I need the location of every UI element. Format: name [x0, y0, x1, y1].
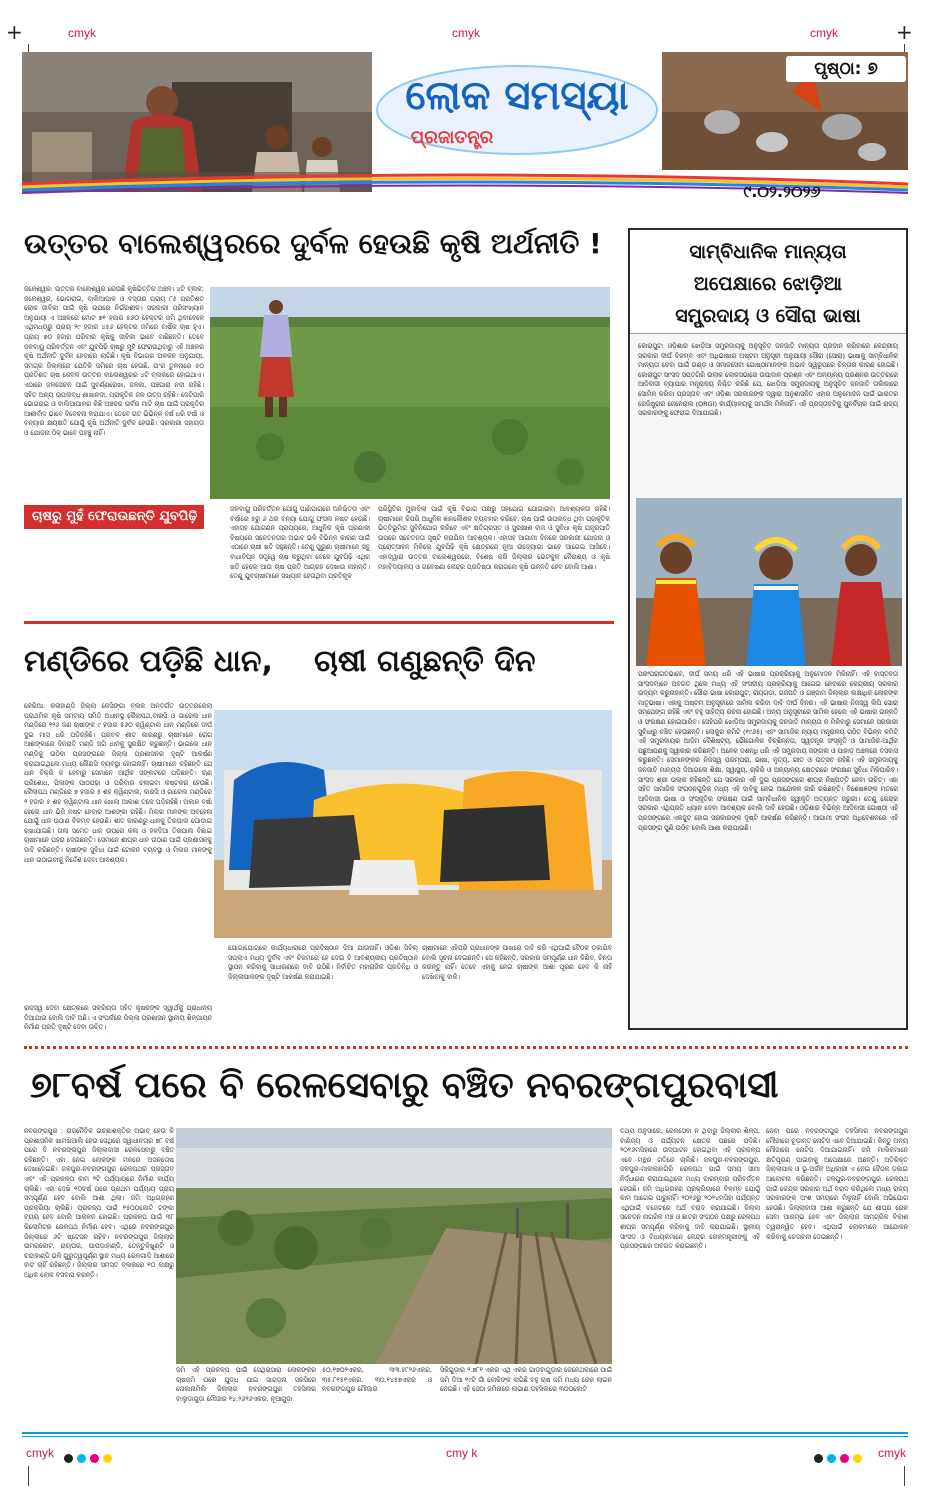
story1-subhead: ଚାଷରୁ ମୁହଁ ଫେରାଉଛନ୍ତି ଯୁବପିଢ଼ି — [32, 509, 198, 524]
story3-photo-railway-track — [176, 1128, 612, 1364]
issue-date: ୯.୦୨.୨୦୨୬ — [743, 182, 821, 201]
sidebar-text-bottom: ପରଂପରାଗତଭାବେ, ଦୀର୍ଘ ସମୟ ଧରି ଏହି ଭାଷାର ପ୍ରକ୍ରିୟାକୁ ଅନୁମୋଦନ ମିଳିନାହିଁ। ଏହି ବାସ୍ତବତା ସାଂସଦମାନେ ଅବଗତ ଥିଲେ ମଧ୍ୟ ଏହି ସଂସଦୀୟ ପ୍ରକ୍ରିୟାକୁ ଆଗେଇ ନେବାରେ କେନ୍ଦ୍ରୀୟ ସରକାର ଉଦ୍ୟମ କରୁନାହାନ୍ତି। ସୌରା ଭାଷା କୋରାପୁଟ, ରାୟଗଡ଼ା, ଗଜପତି ଓ ଗଞ୍ଜାମ ଜିଲ୍ଲାର ଲକ୍ଷାଧିକ ଲୋକଙ୍କ ମାତୃଭାଷା। ଏହାକୁ ଅଷ୍ଟମ ଅନୁସୂଚୀରେ ସାମିଲ କରିବା ଦାବି ଦୀର୍ଘ ଦିନର। ଏହି ଭାଷାର ନିଜସ୍ୱ ଲିପି ସୋରା ସମ୍ପେଙ୍ଗ ରହିଛି ଏବଂ ବହୁ ସାହିତ୍ୟ ରଚନା ହୋଇଛି। ଅନ୍ୟ ଅନୁସୂଚୀରେ ସାମିଲ ହେଲେ ଏହି ଭାଷାର ଉନ୍ନତି ଓ ସଂରକ୍ଷଣ ହୋଇପାରିବ। ସେହିପରି ଝୋଡ଼ିଆ ସମ୍ପ୍ରଦାୟକୁ ଜନଜାତି ମାନ୍ୟତା ନ ମିଳିବାରୁ ସେମାନେ ସରକାରୀ ସୁବିଧାରୁ ବଞ୍ଚିତ ହେଉଛନ୍ତି। ଲୋକୁର କମିଟି (୧୯୬୫) ଏବଂ ସାମାଜିକ ନ୍ୟାୟ ମନ୍ତ୍ରାଳୟ ଗଠିତ ବିଭିନ୍ନ କମିଟି ଏହି ସମ୍ପ୍ରଦାୟର ଆଦିମ ବୈଶିଷ୍ଟ୍ୟ, ଭୌଗୋଳିକ ବିଚ୍ଛିନ୍ନତା, ସ୍ୱତନ୍ତ୍ର ସଂସ୍କୃତି ଓ ସାମାଜିକ-ଆର୍ଥିକ ପଛୁଆପଣକୁ ସ୍ୱୀକାର କରିଛନ୍ତି। ଅନେକ ଦଶନ୍ଧି ଧରି ଏହି ସମ୍ପ୍ରଦାୟ ଜଙ୍ଗଲ ଓ ପାହାଡ଼ ଅଞ୍ଚଳରେ ବସବାସ କରୁଛନ୍ତି। ସେମାନଙ୍କର ନିଜସ୍ୱ ପରମ୍ପରା, ଭାଷା, ନୃତ୍ୟ, ଗୀତ ଓ ଉତ୍ସବ ରହିଛି। ଏହି ସମ୍ପ୍ରଦାୟକୁ ଜନଜାତି ମାନ୍ୟତା ଦିଆଗଲେ ଶିକ୍ଷା, ସ୍ୱାସ୍ଥ୍ୟ, ଚାକିରି ଓ ଅନ୍ୟାନ୍ୟ କ୍ଷେତ୍ରରେ ସଂରକ୍ଷଣ ସୁବିଧା ମିଳିପାରିବ। ସାଂସଦ ଶ୍ରୀ ଉଲାକ କହିଛନ୍ତି ଯେ ସରକାର ଏହି ଦୁଇ ପ୍ରସଙ୍ଗରେ ଶୀଘ୍ର ନିଷ୍ପତ୍ତି ନେବା ଉଚିତ୍। ଏହା ସହିତ ସାମାଜିକ ସଂଗଠନଗୁଡ଼ିକ ମଧ୍ୟ ଏହି ଦାବିକୁ ନେଇ ଆନ୍ଦୋଳନ ଜାରି ରଖିଛନ୍ତି। ବିଶେଷଜ୍ଞଙ୍କ ମତରେ ଆଦିବାସୀ ଭାଷା ଓ ସଂସ୍କୃତିର ସଂରକ୍ଷଣ ପାଇଁ ସାମ୍ବିଧାନିକ ସ୍ୱୀକୃତି ଅତ୍ୟନ୍ତ ଜରୁରୀ। ତେଣୁ କେନ୍ଦ୍ର ସରକାର ଏଥିପ୍ରତି ଧ୍ୟାନ ଦେବା ଆବଶ୍ୟକ ବୋଲି ଦାବି ହେଉଛି। ଓଡ଼ିଶାର ବିଭିନ୍ନ ଆଦିବାସୀ ଗୋଷ୍ଠୀ ଏହି ପ୍ରସଙ୍ଗରେ ଏକଜୁଟ ହୋଇ ସରକାରଙ୍କ ଦୃଷ୍ଟି ଆକର୍ଷଣ କରିଛନ୍ତି। ଆଗାମୀ ସଂସଦ ଅଧିବେଶନରେ ଏହି ପ୍ରସଙ୍ଗ ପୁଣି ଉଠିବ ବୋଲି ଆଶା କରାଯାଉଛି। — [638, 670, 898, 832]
story2-footer-col-2: ଯୋଗାଯୋଗରେ କାର୍ଯ୍ୟଧାରାରେ ପ୍ରତିଷ୍ଠାନ ଦିଆ ଯାଉନାହିଁ। ଓଡ଼ିଶା ସିବିଲ୍ ସପ୍ଲାଏ ମଧ୍ୟ ଦୁର୍ବଳ ଏବଂ ଚିଳମରେ ହେ ଦେଇ ବି ଆବଶ୍ୟକୀୟ ପ୍ରତିଷ୍ଠାନ ସ୍ଥାପନ କରିବାକୁ ସାଧାରଣରେ ଦାବି ଉଠିଛି। ନିର୍ବାଚିତ ମହାରାଜିକ ପ୍ରତିନିଧି ଓ ଜିଲ୍ଲାପାଳଙ୍କ ଦୃଷ୍ଟି ଆକର୍ଷଣ କରାଯାଇଛି। — [228, 944, 418, 981]
bottom-rule — [22, 1432, 908, 1434]
sidebar-text-top: କୋରାପୁଟ: ଓଡ଼ିଶାର ଝୋଡ଼ିଆ ସମ୍ପ୍ରଦାୟକୁ ଅନୁସୂଚିତ ଜନଜାତି ମାନ୍ୟତା ପ୍ରଦାନ କରିବାରେ କେନ୍ଦ୍ରୀୟ ସରକାର ଦୀର୍ଘ ବିଳମ୍ବ ଏବଂ ଅଧିଭାଷାର ଅଷ୍ଟମ ଅନୁସୂଚୀ ଅନୁଯାୟୀ ସୌରା (ସୋରା) ଭାଷାକୁ ସାମ୍ବିଧାନିକ ମାନ୍ୟତା ଦେବା ପାଇଁ ଗଣ୍ଡ ଓ ସମାଜସେବୀ ଗୋଷ୍ଠୀମାନଙ୍କ ଅଭାବ ସ୍ୱରୂପରେ ଚିନ୍ତାର କାରଣ ହୋଇଛି। କୋରାପୁଟ ସାଂସଦ ସପ୍ତଗିରି ଉଲାକ ଲୋକସଭାରେ ଉପାଦାନ ପ୍ରଶ୍ନ ଏବଂ ଅନ୍ୟାନ୍ୟ ପ୍ରଶ୍ନର ଉତ୍ତରରେ ଆଦିବାସୀ ବ୍ୟାପାର ମନ୍ତ୍ରାଳୟ ନିଶ୍ଚିତ କରିଛି ଯେ, ଝୋଡ଼ିଆ ସମ୍ପ୍ରଦାୟକୁ ଅନୁସୂଚିତ ଜନଜାତି ତାଲିକାରେ ସୋମିଳ କରିବା ପ୍ରସ୍ତାବ ଏବଂ ଓଡ଼ିଶା ସରକାରଙ୍କ ଦ୍ୱାରା ଅନୁଶାସନିତ ଏହାର ଅନୁମୋଦନ ପାଇଁ ଭାରତର ରେଜିଷ୍ଟ୍ରାର ଜେନେରାଲ (ORGI) କାର୍ଯ୍ୟାଳୟକୁ ସମର୍ଥନ ମିଳିନାହିଁ। ଏହି ପ୍ରସ୍ତାବଟିକୁ ପୁନର୍ବିଚାର ପାଇଁ ରାଜ୍ୟ ସରକାରଙ୍କୁ ଫେରାଇ ଦିଆଯାଇଛି। — [638, 342, 898, 418]
story1-column-2: ଜଳବାୟୁ ପରିବର୍ତ୍ତନ ଯୋଗୁ ପାଣିପାଗରେ ଅନିଶ୍ଚିତତା ଏବଂ ବର୍ଷାରେ ୫ରୁ ୬ ଥର ବନ୍ୟା ଯୋଗୁ ଫସଲ ନଷ୍ଟ ହେଉଛି। ଏହାସହ ଯୋଗଣନ ପ୍ରାପ୍ୟରେ, ଆଧୁନିକ କୃଷି ପ୍ରଣାଳୀ ବିଷୟରେ ସଚେତନତାର ଅଭାବ ଭଳି ବିଭିନ୍ନ କାରଣ ପାଇଁ ଏଠାରେ ଚାଷୀ ଖତି ସହୁଛନ୍ତି। ତେଣୁ ପୁରୁଣା ଚାଷୀମାନେ ସବୁ ବାଧାବିଘ୍ନ ସତ୍ତ୍ୱେ ଚାଷ କରୁଥିବା ବେଳେ ଯୁବପିଢ଼ି ଏଥିର ଖତି ହେଲେ ଆଉ ଚାଷ ପ୍ରତି ଆଗ୍ରହ ଦେଖାଉ ନାହାନ୍ତି। ତେଣୁ ଯୁବଚାଷୀମାନେ ସଖ୍ୟାନ ହେଉଥିବା ପ୍ରତିକୂଳ — [230, 505, 370, 581]
story3-headline: ୭୮ବର୍ଷ ପରେ ବି ରେଳସେବାରୁ ବଞ୍ଚିତ ନବରଙ୍ଗପୁରବାସୀ — [30, 1065, 779, 1106]
section-rule-dotted — [24, 1046, 908, 1049]
cmyk-label: cmy k — [446, 1446, 478, 1460]
story3-column-1: ନବରଙ୍ଗପୁର : ରାଜନୈତିକ ଇଚ୍ଛାଶକ୍ତିର ଅଭାବ ହେଉ କି ପ୍ରଶାସନିକ ଖାମଖିଆଲି ହେଉ ସେଥିରେ ସ୍ୱାଧୀନତାର ୭୮ ବର୍ଷ ପରେ ବି ନବରଙ୍ଗପୁର ଜିଲ୍ଲାବାସୀ ରେଳସେବାରୁ ବଞ୍ଚିତ ରହିଛନ୍ତି। ଏହା ନେଇ ଲୋକଙ୍କ ମନରେ ଅସନ୍ତୋଷ ଦେଖାଦେଇଛି। ଜଳପୁର-ନବରଙ୍ଗପୁର ରେଳପଥର ପ୍ରସ୍ତାବ ଏବଂ ଏହି ପ୍ରକଳ୍ପ କାମ ୨ଟି ପର୍ଯ୍ୟାୟରେ ନିର୍ମାଣ କାର୍ଯ୍ୟ ଚାଲିଛି। ଏହା ଦେଖି ୧୦ବର୍ଷ ପରେ ପ୍ରଥମ ପର୍ଯ୍ୟାୟ ପ୍ରାୟ ସମ୍ପୂର୍ଣ୍ଣ ହେବ ବୋଲି ଆଶା ଥିଲା। ଜମି ଅଧିଗ୍ରହଣ ପ୍ରକ୍ରିୟା ଚାଲିଛି। ପ୍ରକଳ୍ପ ପାଇଁ ୧୫୦୦କୋଟି ଟଙ୍କା ବ୍ୟୟ ହେବ ବୋଲି ଆକଳନ ହୋଇଛି। ପ୍ରକଳ୍ପ ପାଇଁ ୩୮ କିଲୋମିଟର ରେଳପଥ ନିର୍ମାଣ ହେବ। ଏଥିରେ ନବରଙ୍ଗପୁର ଜିଲ୍ଲାରେ ୬ଟି ଷ୍ଟେସନ ରହିବ। ନବରଙ୍ଗପୁର ଜିଲ୍ଲାର ଉମରକୋଟ, ରାୟଘର, ପାପଡ଼ାହାଣ୍ଡି, ତେନ୍ତୁଳିଖୁଣ୍ଟି ଓ ଚନ୍ଦାହାଣ୍ଡି ଭଳି ଗୁରୁତ୍ୱପୂର୍ଣ୍ଣ ସ୍ଥାନ ମଧ୍ୟ ରେଳଗାଡ଼ି ଆଶାରେ ବାଟ ଚାହିଁ ରହିଛନ୍ତି। ଜିଲ୍ଲାର ସମସ୍ତ ବ୍ଲକରେ ୧୦ ଲକ୍ଷରୁ ଅଧିକ ଲୋକ ବସବାସ କରନ୍ତି। — [24, 1127, 174, 1279]
masthead-logo — [372, 62, 662, 168]
masthead — [22, 52, 908, 212]
crop-mark — [904, 1466, 905, 1486]
story1-column-3: ପରିସ୍ଥିତିର ମୁକାବିଲା ପାଇଁ କୃଷି ବିଭାଗ ପକ୍ଷରୁ ସହଯୋଗ ଯୋଗାଇବା ଆବଶ୍ୟକତା ରହିଛି। ଚାଷୀମାନେ କିପରି ଆଧୁନିକ ଜ୍ଞାନକୌଶଳ ବ୍ୟବହାର କରିବେ, ଚାଷ ପାଇଁ ଉପଲବ୍ଧ ଥିବା ପ୍ରାକୃତିକ ଭିତ୍ତିଭୂମିର ସୁବିନିଯୋଗ କରିବେ ଏବଂ କ୍ଷତିଗ୍ରସ୍ତ ଓ ସୁରକ୍ଷାଶ ବୀଜ ଓ ସୁବିଧା କୃଷି ଯନ୍ତ୍ରପାତି ଉପରେ ସଚେତନତା ସୃଷ୍ଟି କରାଯିବା ଆବଶ୍ୟକ। ଏହାସହ ଆଗାମୀ ଦିନରେ ସରକାରୀ ଯୋଜନା ଓ ପ୍ରୋତ୍ସାହନ ମିଳିଲେ ଯୁବପିଢ଼ି କୃଷି କ୍ଷେତ୍ରରେ ନୂଆ ଉଦ୍ୟୋଗୀ ଭାବେ ଆଗେଇ ଆସିବେ। ଏହାଦ୍ୱାରା ଉତ୍ତର ବାଲେଶ୍ୱରରେ, ବିଶେଷ କରି ଜିଲ୍ଲାର ଭେଟକୁଳ ନୈରାଶ୍ୟ ଓ କୃଷି ମହାବିଦ୍ୟାଳୟ ଓ ଗବେଷଣା କେନ୍ଦ୍ର ପ୍ରତିଷ୍ଠା କରାଗଲେ କୃଷି ଉନ୍ନତି ହେବ ବୋଲି ଆଶା। — [378, 505, 610, 571]
story1-column-1: ଜଳେଶ୍ୱର: ଉତ୍ତର ବାଲେଶ୍ୱର ରେଉଛି କୃଷିଭିତ୍ତିକ ଅଞ୍ଚଳ। ୪ଟି ବ୍ଲକ; ଜଳେଶ୍ୱର, ଭୋଗରାଇ, ବାଲିଆପାଳ ଓ ବସ୍ତାର ପ୍ରାୟ ୮୫ ପ୍ରତିଶତ ଲୋକ ଜୀବିକା ପାଇଁ କୃଷି ଉପରେ ନିର୍ଭରଶୀଳ। ସରକାରୀ ପରିସଂଖ୍ୟାନ ଅନୁଯାୟୀ ଏ ଅଞ୍ଚଳରେ ମୋଟ ୭୧ ହଜାର ୫୬୦ ହେକ୍ଟର ଜମି ଥିବାବେଳେ ଏଥିମଧ୍ୟରୁ ପ୍ରାୟ ୨୯ ହଜାର ୪୫୬ ହେକ୍ଟର ଜମିରେ ବାର୍ଷିକ ଚାଷ ହୁଏ। ପ୍ରାୟ ୭୦ ହଜାର ପରିବାର କୃଷିକୁ ଜୀବିକା ଭାବେ ବାଛିଛନ୍ତି। ତେବେ ଜଳବାୟୁ ପରିବର୍ତ୍ତନ ଏବଂ ଯୁବପିଢ଼ି ଚାଷରୁ ମୁହଁ ଫେରାଉଥିବାରୁ ଏହି ଅଞ୍ଚଳର କୃଷି ଅର୍ଥନୀତି ଦୁର୍ବଳ ହେବାରେ ଲାଗିଛି। କୃଷି ବିଭାଗର ଅଳକନ ଅନୁଯାୟୀ, ସମଗ୍ର ଜିଲ୍ଲାରେ ଯେତିକି ଜମିରେ ଚାଷ ହେଉଛି, ତା'ର ତୁଳନାରେ ୫୦ ପ୍ରତିଶତ ଚାଷ କେବଳ ଉତ୍ତର ବାଲେଶ୍ୱରର ୪ଟି ବ୍ଲକରେ ହୋଇଥାଏ। ଏଠାରେ ଜଳସେଚନ ପାଇଁ ସୁବର୍ଣ୍ଣରେଖା, ଜଳକା, ପଞ୍ଚପାରା ନଦୀ ରହିଛି। ସହିତ ଅନ୍ୟ ଉପଲବ୍ଧ ଶାଖାନଦୀ, ପ୍ରାକୃତିକ ଜଳ ଉତ୍ସ ରହିଛି। ଜେଟିପାରି ଭୋଗରାଇ ଓ ବାଲିଆପାଳର କିଛି ଅଞ୍ଚଳର ଉର୍ବର ମାଟି ଚାଷ ପାଇଁ ପ୍ରକୃତିର ଆଶୀର୍ବାଦ ଭାବେ ବିବେଚନା କରାଯାଏ। ତେବେ ଗତ ଭିଭିନ୍ନ ବର୍ଷ ଧରି ବର୍ଷା ଓ ବନ୍ୟାର କ୍ଷୟକ୍ଷତି ଯୋଗୁଁ କୃଷି ଅର୍ଥନୀତି ଦୁର୍ବଳ ହେଉଛି। ସରକାରୀ ସହାୟତା ଓ ଯୋଜନା ଠିକ୍ ଭାବେ ପହଞ୍ଚୁ ନାହିଁ। — [24, 285, 204, 437]
story2-photo-paddy-bags — [214, 710, 612, 938]
story1-subhead-bar — [24, 505, 204, 529]
bottom-rule — [22, 1436, 908, 1437]
story3-column-3: ନେବା ପରେ ନବରଙ୍ଗପୁର ତହସିଲର ନବରଙ୍ଗପୁର ମୌଜାରେ ଚୂଡ଼ାନ୍ତ ନୋଟିସ ଏବେ ଦିଆଯାଇଛି। କିନ୍ତୁ ଅନ୍ୟ ମୌଜାରେ ନୋଟିସ ଦିଆଯାଇନାହିଁ। ଜମି ମାଲିକମାନେ କ୍ଷତିପୂରଣ ପାଇବାକୁ ଅପେକ୍ଷାରେ ଅଛନ୍ତି। ଅତିରିକ୍ତ ଜିଲ୍ଲାପାଳ ଓ ଭୂ-ଅର୍ଜନ ଅଧିକାରୀ ଏ ନେଇ ବୈଠକ ଡ଼କାଇ ଆଲୋଚନା କରିଛନ୍ତି। ଜଳପୁର-ନବରଙ୍ଗପୁର ରେଳପଥ ପାଇଁ କେନ୍ଦ୍ର ସରକାର ଅର୍ଥ ବରାଦ କରିଥିଲେ ମଧ୍ୟ ରାଜ୍ୟ ସରକାରଙ୍କ ଅଂଶ ସମୟରେ ମିଳୁନାହିଁ ବୋଲି ଅଭିଯୋଗ ହେଉଛି। ଜିଲ୍ଲାବାସୀ ଆଶା କରୁଛନ୍ତି ଯେ ଶୀଘ୍ର ରେଳ ସେବା ଆରମ୍ଭ ହେବ ଏବଂ ଜିଲ୍ଲାର ସାମଗ୍ରିକ ବିକାଶ ତ୍ୱରାନ୍ୱିତ ହେବ। ଏଥିପାଇଁ ଲୋକମାନେ ଆନ୍ଦୋଳନ କରିବାକୁ ଚେତାବନୀ ଦେଇଛନ୍ତି। — [766, 1127, 908, 1241]
sidebar-photo-tribal-women — [636, 498, 902, 666]
registration-mark: + — [6, 20, 23, 44]
story3-column-2: ତଥ୍ୟ ଅନୁସାରେ, ରେଳସେବା ନ ଥିବାରୁ ଜିଲ୍ଲାର ଶିଳ୍ପ, ବାଣିଜ୍ୟ ଓ ପର୍ଯ୍ୟଟନ କ୍ଷେତ୍ର ପଛରେ ପଡ଼ିଛି। ୨୦୧୬ମସିହାରେ ଉଦ୍‌ଘାଟନ ହୋଇଥିବା ଏହି ପ୍ରକଳ୍ପ ଏବେ ମନ୍ଥର ଗତିରେ ଚାଲିଛି। ଜଳପୁର-ନବରଙ୍ଗପୁର, ଜଳପୁର-ମାଲକାନଗିରି ରେଳପଥ ପାଇଁ ସମୟ ସୀମା ନିର୍ଦ୍ଧାରଣ କରାଯାଇଥିଲେ ମଧ୍ୟ ବାରମ୍ବାର ପରିବର୍ତ୍ତନ ହେଉଛି। ଜମି ଅଧିଗ୍ରହଣ ପ୍ରକ୍ରିୟାରେ ବିଳମ୍ବ ଯୋଗୁଁ କାମ ଆଗେଇ ପାରୁନାହିଁ। ୨୦୧୬ରୁ ୨୦୨୪ମସିହା ପର୍ଯ୍ୟନ୍ତ ଏଥିପାଇଁ ବଜେଟରେ ଅର୍ଥ ବରାଦ କରାଯାଇଛି। ଜିଲ୍ଲା ସଚେତନ ନାଗରିକ ମଞ୍ଚ ଓ ଛାତ୍ର ସଂଗଠନ ପକ୍ଷରୁ ରେଳପଥ ଶୀଘ୍ର ସମ୍ପୂର୍ଣ୍ଣ କରିବାକୁ ଦାବି କରାଯାଇଛି। ସ୍ଥାନୀୟ ସାଂସଦ ଓ ବିଧାୟକମାନେ କେନ୍ଦ୍ର ରେଳମନ୍ତ୍ରୀଙ୍କୁ ଏହି ପ୍ରସଙ୍ଗରେ ଅବଗତ କରାଇଛନ୍ତି। — [620, 1127, 760, 1251]
story2-headline-part-1: ମଣ୍ଡିରେ ପଡ଼ିଛି ଧାନ, — [24, 644, 273, 679]
sidebar-headline-block — [630, 230, 906, 334]
registration-mark: + — [896, 20, 913, 44]
cmyk-label: cmyk — [452, 26, 480, 40]
story1-headline: ଉତ୍ତର ବାଲେଶ୍ୱରରେ ଦୁର୍ବଳ ହେଉଛି କୃଷି ଅର୍ଥନୀତି ! — [24, 227, 602, 260]
cmyk-label: cmyk — [26, 1446, 54, 1460]
sidebar-headline-line-1: ସାମ୍ବିଧାନିକ ମାନ୍ୟତା — [689, 241, 847, 263]
page-number: ପୃଷ୍ଠା: ୭ — [786, 56, 906, 82]
color-dots — [64, 1448, 116, 1467]
crop-mark — [28, 1466, 29, 1486]
sidebar-headline-line-2: ଅପେକ୍ଷାରେ ଝୋଡ଼ିଆ — [693, 273, 843, 295]
story2-headline-part-2: ଚାଷୀ ଗଣୁଛନ୍ତି ଦିନ — [314, 644, 536, 679]
masthead-subtitle: ପ୍ରଜାତନ୍ତ୍ର — [410, 127, 494, 148]
story2-footer-col-1: ରାଜସ୍ୱ ଦେବା କ୍ଷେତ୍ରରେ ସକ୍ରିୟତା ସହିତ କୃଷକଙ୍କ ସ୍ୱାର୍ଥକୁ ପ୍ରାଧାନ୍ୟ ଦିଆଯାଉ ବୋଲି ଦାବି ଅଛି। ଏ ସଂପର୍କରେ ଜିଲ୍ଲା ପ୍ରଶାସନ ସ୍ଥାନୀୟ ଶିଳ୍ପାୟନ ନିର୍ମାଣ ପ୍ରତି ଦୃଷ୍ଟି ଦେବା ଉଚିତ। — [24, 1004, 212, 1032]
cmyk-label: cmyk — [68, 26, 96, 40]
story3-caption-col-1: ଜମି ଏହି ପ୍ରକଳ୍ପ ପାଇଁ ସେଥିରାସାରା ଲୋକଙ୍କର ଚାଷଜମି ଘରେ ଯୁଦ୍ଧ ଯାଇ ସାଗଡ଼ନା ସରସିରେ ନୋକାନାମିଲି ଜିଲ୍ଲାର ନବରଙ୍ଗପୁର ତହସିଲର ବାଲୁଡ଼ାଗୁଡ଼ା ମୌଜାର ୧୪.୨୬୨୬ଏକର, ନୂଆଗୁଡ଼ା — [176, 1366, 316, 1403]
story1-photo-farm-field — [210, 287, 610, 499]
section-rule-red — [24, 621, 614, 624]
sidebar-headline-line-3: ସମ୍ପ୍ରଦାୟ ଓ ସୌରା ଭାଷା — [675, 305, 861, 327]
story3-caption-col-2: ୫୦.୧୭୦୨ଏକର, ୩୩.୫୮୨୬ଏକର, ୩୫.୮୧୫୧ଏକର, ୩୦.୧୪୫୭ଏକର ଓ ନବରଙ୍ଗପୁର ମୌଜାର — [322, 1366, 432, 1394]
color-dots — [814, 1448, 866, 1467]
cmyk-label: cmyk — [810, 26, 838, 40]
story2-footer-col-3: ଚାଷୀମାନେ ଏହିପରି ପ୍ରଧାନଙ୍କ ପାଖରେ ଦାବି କରି ଏଥିପାଇଁ ବୈଠକ ଡ଼କାଯିବ ବୋଲି ସୂଚନା ଦେଇଛନ୍ତି। ସେ କହିଛନ୍ତି, ସରକାର ସମ୍ପୂର୍ଣ୍ଣ ଧାନ କିଣିବ, ଚିନ୍ତା କରନ୍ତୁ ନାହିଁ। ତେବେ ଏହାକୁ ନେଇ ଚାଷୀଙ୍କ ଆଶା ପୂରଣ ହେବ କି ନାହିଁ ଦେଖିବାକୁ ବାକି। — [422, 944, 612, 981]
masthead-title: ଲୋକ ସମସ୍ୟା — [405, 73, 629, 119]
story3-caption-col-3: ସିକିଗୁଡ଼ାର ୨.୭୮୧ ଏକର ଏଥି ଏକର ଗାଡ଼ବାଗୁଡ଼ାର ଜେନେଥକାରେ ପାଇଁ ଜମି ଡିଆ ୧୯ଟି ଗାଁ ଲୋକିଙ୍କ ଲାଗିଛି ବହୁ ଚାଷ ଜମି ମଧ୍ୟ ରେଳ ଲାଇନ ନେଇଛି। ଏହି ସେଠା ଜମିନାରେ ଲଭାଣ ଡହସିଲରେ ୩୦୦କୋଟି — [440, 1366, 612, 1394]
sidebar-box — [628, 228, 908, 1030]
story2-column-1: କେରିଆ: କଳାହାଣ୍ଡି ଜିଲ୍ଲା କେସିଙ୍ଗା ବ୍ଲକ ଅନ୍ତର୍ଗତ ଉତ୍ତରକେଲା ପ୍ରାଥମିକ କୃଷି ସମବାୟ ସମିତି ଅଧୀନସ୍ଥ କୈଲାପଥ,ବାରସି ଓ ଗାରେଲ ଧାନ ମଣ୍ଡିରେ ୧୨୬ ଜଣ ଚାଷୀଙ୍କ ୯ ହଜାର ୫୬୦ କ୍ୱିଣ୍ଟାଲ ଧାନ ମଣ୍ଡିରେ ଦୀର୍ଘ ଦୁଇ ମାସ ଧରି ପଡ଼ିରହିଛି। ପ୍ରବଳ ଶୀତ କାରଣରୁ ଚାଷୀମାନେ ରୋଗ ଆଶଙ୍କାରେ ଦିନରାତି ମଣ୍ଡି ଜଗି ଧାନକୁ ସୁରକ୍ଷିତ କରୁଛନ୍ତି। ଭାଇଲେ ଧାନ ମଣ୍ଡିକୁ ଉଠିବା ପ୍ରସଙ୍ଗରେ ଜିଲ୍ଲା ପ୍ରଶାସନର ଦୃଷ୍ଟି ଆକର୍ଷଣ କରାଯାଇଥିଲେ ମଧ୍ୟ କୌଣସି ବ୍ୟବସ୍ଥା ହୋଇନାହିଁ। ଚାଷୀମାନେ କହିଛନ୍ତି ଯେ ଧାନ ବିକ୍ରି ନ ହେବାରୁ ସେମାନେ ଆର୍ଥିକ ସଙ୍କଟରେ ପଡ଼ିଛନ୍ତି। ଋଣ ପରିଶୋଧ, ପିଲାଙ୍କ ପାଠପଢ଼ା ଓ ପରିବାର ଚଳାଇବା କଷ୍ଟକର ହେଉଛି। କୈଲାପଥ ମଣ୍ଡିରେ ୭ ହଜାର ୫ ଶହ କ୍ୱିଣ୍ଟାଲ, ବାରସି ଓ ଗାରେଲ ମଣ୍ଡିରେ ୨ ହଜାର ୫ ଶହ କ୍ୱିଣ୍ଟାଲ ଧାନ ଖୋଲା ଆକାଶ ତଳେ ପଡ଼ିରହିଛି। ଅକାଳ ବର୍ଷା ହେଲେ ଧାନ ଭିଜି ନଷ୍ଟ ହେବାର ଆଶଙ୍କା ରହିଛି। ମିଲର ମାନଙ୍କ ଅବହେଳା ଯୋଗୁଁ ଧାନ ଉଠାଣ ବିଳମ୍ବ ହେଉଛି। ଶୀତ କାରଣରୁ ଧାନକୁ ତିରପାଲ ଘୋଡ଼ାଇ ରଖାଯାଇଛି। ତାଲା ସମେତ ଧାନ ଉପରେ କଳା ଓ ହଳଦିଆ ତିରପାଲ ବିଛାଇ ଚାଷୀମାନେ ପହରା ଦେଉଛନ୍ତି। ସେମାନେ ଶୀଘ୍ର ଧାନ ଉଠାଣ ପାଇଁ ପ୍ରଶାସନକୁ ଦାବି କରିଛନ୍ତି। ଚାଷୀଙ୍କ ସୁବିଧା ପାଇଁ ଟୋକନ ବ୍ୟବସ୍ଥା ଓ ମିଲର ମାନଙ୍କୁ ଧାନ ଉଠାଇବାକୁ ନିର୍ଦ୍ଦେଶ ଦେବା ଆବଶ୍ୟକ। — [24, 702, 212, 864]
cmyk-label: cmyk — [878, 1446, 906, 1460]
